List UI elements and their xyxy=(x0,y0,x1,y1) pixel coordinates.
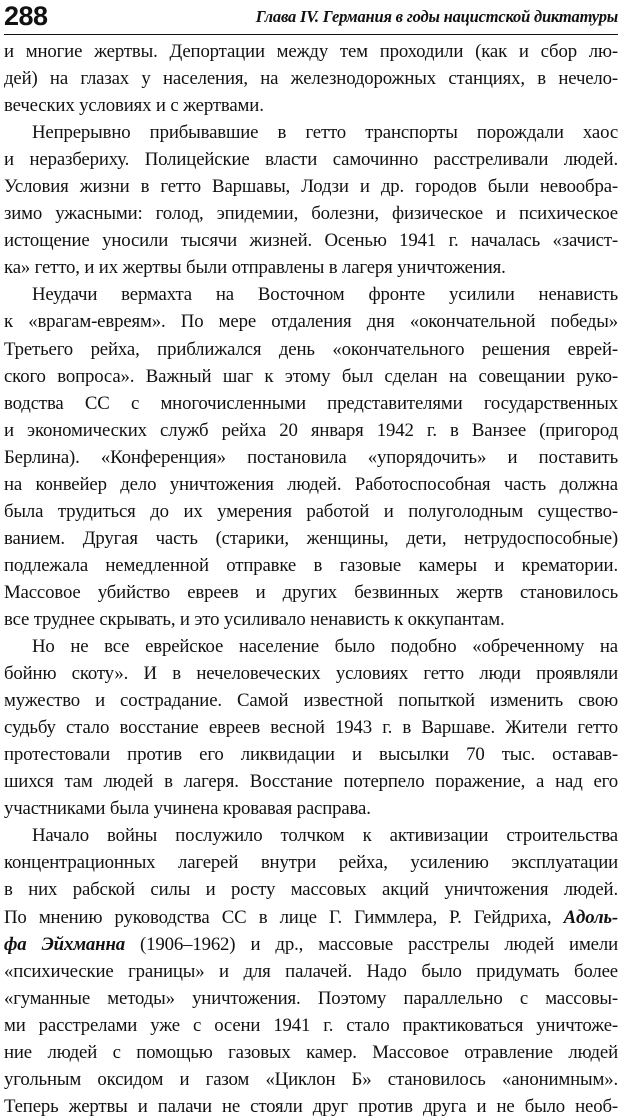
text-line: все труднее скрывать, и это усиливало ненависть к оккупантам. xyxy=(4,608,505,630)
text-line: истощение уносили тысячи жизней. Осенью 1941 г. началась «зачист- xyxy=(4,230,618,252)
text-line: Третьего рейха, приближался день «окончательного решения еврей- xyxy=(4,338,618,360)
page-header xyxy=(4,0,618,35)
page-number: 288 xyxy=(4,1,48,31)
text-line: к «врагам-евреям». По мере отдаления дня «окончательной победы» xyxy=(4,311,618,333)
text-line: в них рабской силы и росту массовых акций уничтожения людей. xyxy=(4,879,618,901)
text-line: концентрационных лагерей внутри рейха, усилению эксплуатации xyxy=(4,852,618,874)
text-line: и неразбериху. Полицейские власти самочинно расстреливали людей. xyxy=(4,149,618,171)
text-run: По мнению руководства СС в лице Г. Гиммлера, Р. Гейдриха, xyxy=(4,906,564,928)
text-line: ние людей с помощью газовых камер. Массовое отравление людей xyxy=(4,1041,618,1063)
text-line: водства СС с многочисленными представителями государственных xyxy=(4,392,618,414)
text-line: подлежала немедленной отправке в газовые камеры и крематории. xyxy=(4,554,618,576)
text-line: участниками была учинена кровавая расправа. xyxy=(4,798,371,820)
text-line: дей) на глазах у населения, на железнодорожных станциях, в нечело- xyxy=(4,68,618,90)
text-line: протестовали против его ликвидации и высылки 70 тыс. оставав- xyxy=(4,744,618,766)
text-line: Начало войны послужило толчком к активизации строительства xyxy=(32,825,618,847)
text-line: зимо ужасными: голод, эпидемии, болезни, физическое и психическое xyxy=(4,203,618,225)
emphasized-name: Адоль- xyxy=(563,906,618,928)
text-line: была трудиться до их умерения работой и полуголодным существо- xyxy=(4,500,618,522)
text-line: ка» гетто, и их жертвы были отправлены в лагеря уничтожения. xyxy=(4,257,506,279)
text-line: веческих условиях и с жертвами. xyxy=(4,95,264,117)
emphasized-name: фа Эйхманна xyxy=(4,933,125,955)
text-line: Но не все еврейское население было подобно «обреченному на xyxy=(32,636,618,658)
text-line: и многие жертвы. Депортации между тем проходили (как и сбор лю- xyxy=(4,41,618,62)
text-line: Теперь жертвы и палачи не стояли друг против друга и не было необ- xyxy=(4,1095,618,1117)
text-line: и экономических служб рейха 20 января 1942 г. в Ванзее (пригород xyxy=(4,419,618,441)
text-line: ванием. Другая часть (старики, женщины, дети, нетрудоспособные) xyxy=(4,527,618,549)
text-run: (1906–1962) и др., массовые расстрелы людей имели xyxy=(124,933,618,955)
text-line: ского вопроса». Важный шаг к этому был сделан на совещании руко- xyxy=(4,365,618,387)
text-line: на конвейер дело уничтожения людей. Работоспособная часть должна xyxy=(4,473,618,495)
text-line: ми расстрелами уже с осени 1941 г. стало практиковаться уничтоже- xyxy=(4,1014,618,1036)
text-line: «психические границы» и для палачей. Надо было придумать более xyxy=(4,960,618,982)
text-line: бойню скоту». И в нечеловеческих условиях гетто люди проявляли xyxy=(4,663,618,685)
text-line: «гуманные методы» уничтожения. Поэтому параллельно с массовы- xyxy=(4,987,618,1009)
text-line: Массовое убийство евреев и других безвинных жертв становилось xyxy=(4,581,618,603)
text-line: Условия жизни в гетто Варшавы, Лодзи и др. городов были невообра- xyxy=(4,176,618,198)
text-line xyxy=(4,904,618,931)
text-line: Берлина). «Конференция» постановила «упорядочить» и поставить xyxy=(4,446,618,468)
chapter-running-head: Глава IV. Германия в годы нацистской диктатуры xyxy=(255,7,618,26)
text-line: угольным оксидом и газом «Циклон Б» становилось «анонимным». xyxy=(4,1068,618,1090)
text-line: Непрерывно прибывавшие в гетто транспорты порождали хаос xyxy=(32,122,618,144)
text-line: шихся там людей в лагеря. Восстание потерпело поражение, а над его xyxy=(4,771,618,793)
text-line: судьбу стало восстание евреев весной 1943 г. в Варшаве. Жители гетто xyxy=(4,717,618,739)
body-text xyxy=(4,38,618,1120)
text-line: Неудачи вермахта на Восточном фронте усилили ненависть xyxy=(32,284,618,306)
text-line: мужество и сострадание. Самой известной попыткой изменить свою xyxy=(4,690,618,712)
text-line xyxy=(4,931,618,958)
